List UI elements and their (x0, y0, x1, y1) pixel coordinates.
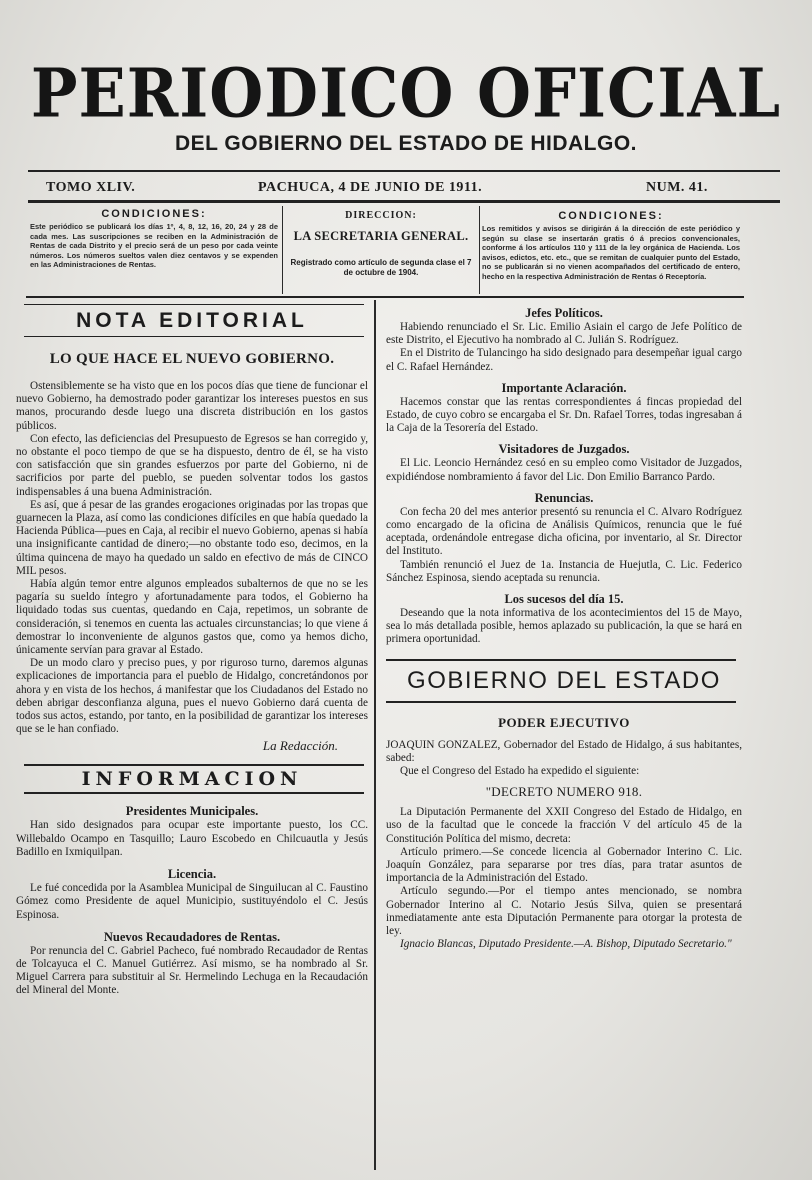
direccion-heading: DIRECCION: (345, 210, 417, 221)
news-text: Habiendo renunciado el Sr. Lic. Emilio Asiain el cargo de Jefe Político de este Distrito, el Ejecutivo ha nombrado al C. Julián S. Rodríguez. En el Distrito de Tulancingo ha sido designado para desempeñar igual cargo el C. Rafael Hernández. (386, 321, 742, 373)
decree-body: La Diputación Permanente del XXII Congreso del Estado de Hidalgo, en uso de la facultad que le concede la fracción V del artículo 45 de la Constitución Política del mismo, decreta: Artículo primero.—Se concede licencia al Gobernador Interino C. Lic. Joaquín González, para separarse por tres días, para tratar asuntos de importancia de la Administración del Estado. Artículo segundo.—Por el tiempo antes mencionado, se nombra Gobernador Interino al C. Notario Jesús Silva, quien se presentará inmediatamente ante esta Diputación Permanente para otorgar la protesta de ley. Ignacio Blancas, Diputado Presidente.—A. Bishop, Diputado Secretario." (386, 806, 742, 951)
poder-ejecutivo: PODER EJECUTIVO (498, 714, 630, 730)
direccion-note: Registrado como artículo de segunda clase el 7 de octubre de 1904. (290, 258, 472, 277)
nota-editorial-title: NOTA EDITORIAL (76, 309, 308, 332)
conditions-right-text: Los remitidos y avisos se dirigirán á la dirección de este periódico y según su clase se insertarán gratis ó á precios convencionales, conforme á los artículos 110 y 111 de la ley orgánica de Hacienda. Los avisos, edictos, etc. etc., que se remitan de cualquier punto del Estado, no se publicarán si no vienen acompañados del certificado de entero, hecho en la respectiva Administración de Rentas ó Receptoría. (482, 224, 740, 281)
conditions-right-box (482, 210, 740, 281)
info-text: Le fué concedida por la Asamblea Municipal de Singuilucan al C. Faustino Gómez como Presidente de aquel Municipio, sustituyéndolo el C. Jesús Espinosa. (16, 882, 368, 921)
news-heading: Jefes Políticos. (525, 306, 603, 320)
nota-paragraph: Ostensiblemente se ha visto que en los pocos días que tiene de funcionar el nuevo Gobierno, ha demostrado poder garantizar los intereses puestos en sus manos, procurando desde luego una discreta distribución en los gastos públicos. (16, 380, 368, 432)
right-column (386, 306, 742, 952)
conditions-left-box (30, 208, 278, 270)
nota-signature: La Redacción. (262, 738, 338, 754)
issue-place-date: PACHUCA, 4 DE JUNIO DE 1911. (258, 180, 483, 195)
info-heading: Licencia. (167, 867, 217, 882)
news-text: Con fecha 20 del mes anterior presentó su renuncia el C. Alvaro Rodríguez como encargado de la oficina de Análisis Químicos, renuncia que le fué aceptada, ordenándole entregase dicha oficina, por inventario, al Sr. Director del Instituto. También renunció el Juez de 1a. Instancia de Huejutla, C. Lic. Federico Sánchez Espinosa, siendo aceptada su renuncia. (386, 505, 742, 584)
nota-headline: LO QUE HACE EL NUEVO GOBIERNO. (49, 351, 335, 367)
news-text: Deseando que la nota informativa de los acontecimientos del 15 de Mayo, sea lo más detallada posible, hemos aplazado su publicación, la que se hará en primera oportunidad. (386, 607, 742, 646)
header-bottom-rule (26, 296, 744, 298)
info-heading: Presidentes Municipales. (125, 804, 259, 819)
issue-number: NUM. 41. (646, 180, 708, 195)
news-text: El Lic. Leoncio Hernández cesó en su empleo como Visitador de Juzgados, expidiéndose nombramiento á favor del Lic. Don Emilio Barranco Pardo. (386, 457, 742, 483)
decree-intro: JOAQUIN GONZALEZ, Gobernador del Estado de Hidalgo, á sus habitantes, sabed: Que el Congreso del Estado ha expedido el siguiente: (386, 738, 742, 778)
conditions-right-heading: CONDICIONES: (558, 210, 664, 222)
nota-paragraph: De un modo claro y preciso pues, y por riguroso turno, daremos algunas explicaciones de importancia para el pueblo de Hidalgo, concretándonos por ahora y en vista de los hechos, á manifestar que los Ciudadanos del Estado no deben abrigar desconfianza alguna, pues el nuevo Gobierno dará cuenta de todos sus actos, estando, por tanto, en la posibilidad de garantizar los intereses que se le han confiado. (16, 657, 368, 736)
nota-paragraph: Es así, que á pesar de las grandes erogaciones originadas por las tropas que guarnecen la Plaza, así como las condiciones difíciles en que había quedado la Hacienda Pública—pues en Caja, al recibir el nuevo Gobierno, apenas si había una insignificante cantidad de dinero;—no obstante todo eso, decimos, en la última quincena de mayo ha quedado un saldo en efectivo de más de CINCO MIL pesos. (16, 498, 368, 577)
info-text: Han sido designados para ocupar este importante puesto, los CC. Willebaldo Ocampo en Tasquillo; Lauro Escobedo en Chilcuautla y Jesús Badillo en Ixmiquilpan. (16, 819, 368, 858)
nota-paragraph: Con efecto, las deficiencias del Presupuesto de Egresos se han corregido y, no obstante el poco tiempo de que se ha dispuesto, dentro de él, se ha visto con satisfacción que sin grandes esfuerzos por parte del Gobierno, ni de sacrificios por parte del pueblo, se pueden solventar todos los gastos indispensables á una buena Administración. (16, 432, 368, 498)
decree-number: "DECRETO NUMERO 918. (485, 784, 643, 800)
masthead-title: PERIODICO OFICIAL (30, 54, 782, 133)
news-heading: Visitadores de Juzgados. (498, 442, 630, 457)
box-divider (479, 206, 480, 294)
issue-rule (28, 200, 780, 203)
info-heading: Nuevos Recaudadores de Rentas. (103, 929, 281, 944)
issue-tomo: TOMO XLIV. (46, 180, 136, 195)
column-divider (374, 300, 376, 1170)
info-text: Por renuncia del C. Gabriel Pacheco, fué nombrado Recaudador de Rentas de Tolcayuca el C. Manuel Gutiérrez. Así mismo, se ha nombrado al Sr. Miguel Carrera para substituir al Sr. Hermelindo Lechuga en la Recaudación del Mineral del Monte. (16, 944, 368, 997)
conditions-left-heading: CONDICIONES: (101, 208, 207, 220)
news-heading: Renuncias. (534, 490, 594, 505)
gobierno-title: GOBIERNO DEL ESTADO (407, 666, 721, 694)
box-divider (282, 206, 283, 294)
conditions-left-text: Este periódico se publicará los días 1º, 4, 8, 12, 16, 20, 24 y 28 de cada mes. Las suscripciones se reciben en la Administración de Rentas de cada Distrito y el precio será de un peso por cada veinte números. Los números sueltos valen diez centavos y se expenden en las Administraciones de Rentas. (30, 222, 278, 269)
direccion-box (286, 210, 476, 278)
direccion-main: LA SECRETARIA GENERAL. (293, 229, 469, 243)
left-column (16, 304, 368, 998)
masthead-subtitle: DEL GOBIERNO DEL ESTADO DE HIDALGO. (174, 132, 638, 155)
top-rule (28, 170, 780, 172)
nota-paragraph: Había algún temor entre algunos empleados subalternos de que no se les pagaría su sueldo íntegro y afortunadamente para todos, el Gobierno ha liquidado todas sus cuentas, quedando en Caja, repetimos, un sobrante de consideración, si tenemos en cuenta las actuales circunstancias; lo que viene á demostrar lo inconveniente de algunos gastos que, como ya hemos dicho, únicamente servían para gravar al Estado. (16, 578, 368, 657)
informacion-title: INFORMACION (81, 768, 303, 791)
news-heading: Importante Aclaración. (501, 380, 627, 395)
news-text: Hacemos constar que las rentas correspondientes á fincas propiedad del Estado, de cuyo cobro se encargaba el Sr. Dn. Rafael Torres, todas ingresaban á la Caja de la Tesorería del Estado. (386, 395, 742, 435)
news-heading: Los sucesos del día 15. (504, 592, 624, 607)
nota-body (16, 380, 368, 736)
